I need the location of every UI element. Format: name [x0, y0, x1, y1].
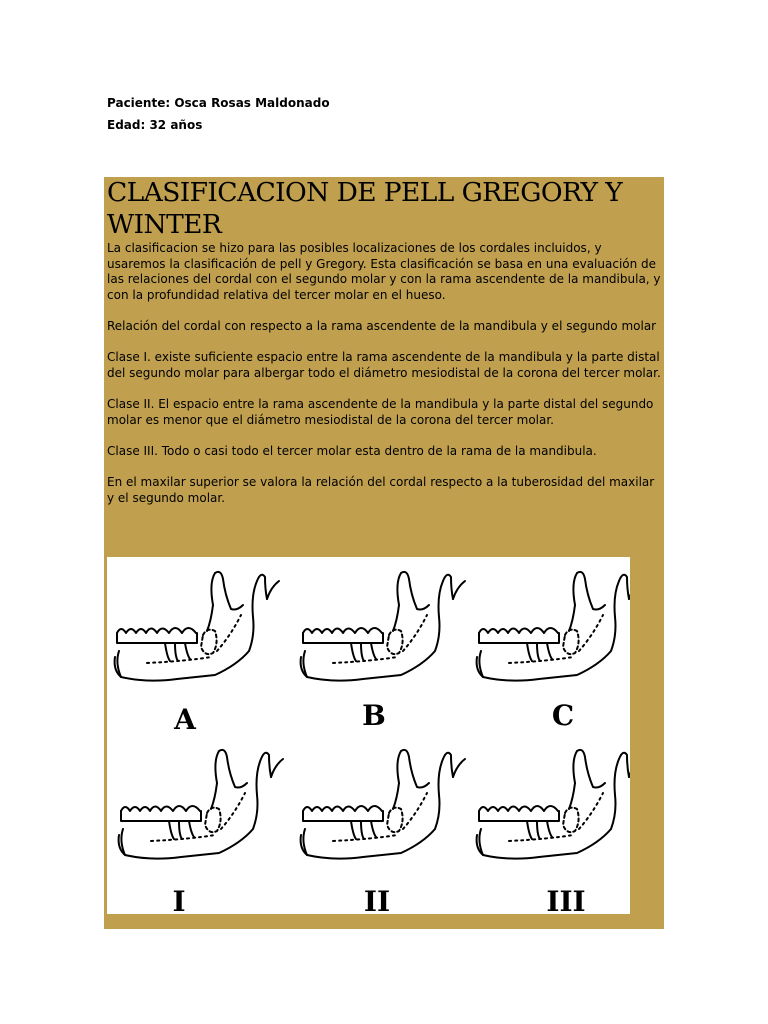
classification-panel [104, 177, 664, 929]
class-i-paragraph: Clase I. existe suficiente espacio entre la rama ascendente de la mandibula y la parte distal del segundo molar para albergar todo el diámetro mesiodistal de la corona del tercer molar. [107, 350, 661, 380]
label-i: I [172, 885, 186, 914]
mandible-figure [107, 557, 630, 914]
mandible-drawing-iii [477, 750, 630, 859]
label-c: C [551, 699, 575, 732]
patient-info [107, 92, 330, 136]
mandible-drawing-ii [301, 750, 465, 859]
mandible-drawing-b [301, 572, 465, 681]
class-iii-paragraph: Clase III. Todo o casi todo el tercer molar esta dentro de la rama de la mandibula. [107, 443, 597, 458]
maxillary-paragraph: En el maxilar superior se valora la relación del cordal respecto a la tuberosidad del maxilar y el segundo molar. [107, 474, 655, 505]
patient-age: Edad: 32 años [107, 118, 203, 132]
label-ii: II [363, 885, 391, 914]
mandible-drawing-a [115, 572, 279, 681]
relation-paragraph: Relación del cordal con respecto a la rama ascendente de la mandibula y el segundo molar [107, 318, 657, 333]
class-ii-paragraph: Clase II. El espacio entre la rama ascendente de la mandibula y la parte distal del segundo molar es menor que el diámetro mesiodistal de la corona del tercer molar. [107, 396, 654, 427]
label-iii: III [546, 885, 586, 914]
intro-paragraph: La clasificacion se hizo para las posibles localizaciones de los cordales incluidos, y usaremos la clasificación de pell y Gregory. Esta clasificación se basa en una evaluación de las relaciones del cordal con el segundo molar y con la rama ascendente de la mandibula, y con la profundidad relativa del tercer molar en el hueso. [107, 241, 661, 302]
mandible-drawing-c [477, 572, 630, 681]
label-b: B [362, 699, 386, 732]
mandible-drawing-i [119, 750, 283, 859]
document-body [107, 241, 661, 522]
label-a: A [174, 703, 196, 736]
patient-name: Paciente: Osca Rosas Maldonado [107, 96, 330, 110]
document-title: CLASIFICACION DE PELL GREGORY Y WINTER [107, 177, 623, 240]
